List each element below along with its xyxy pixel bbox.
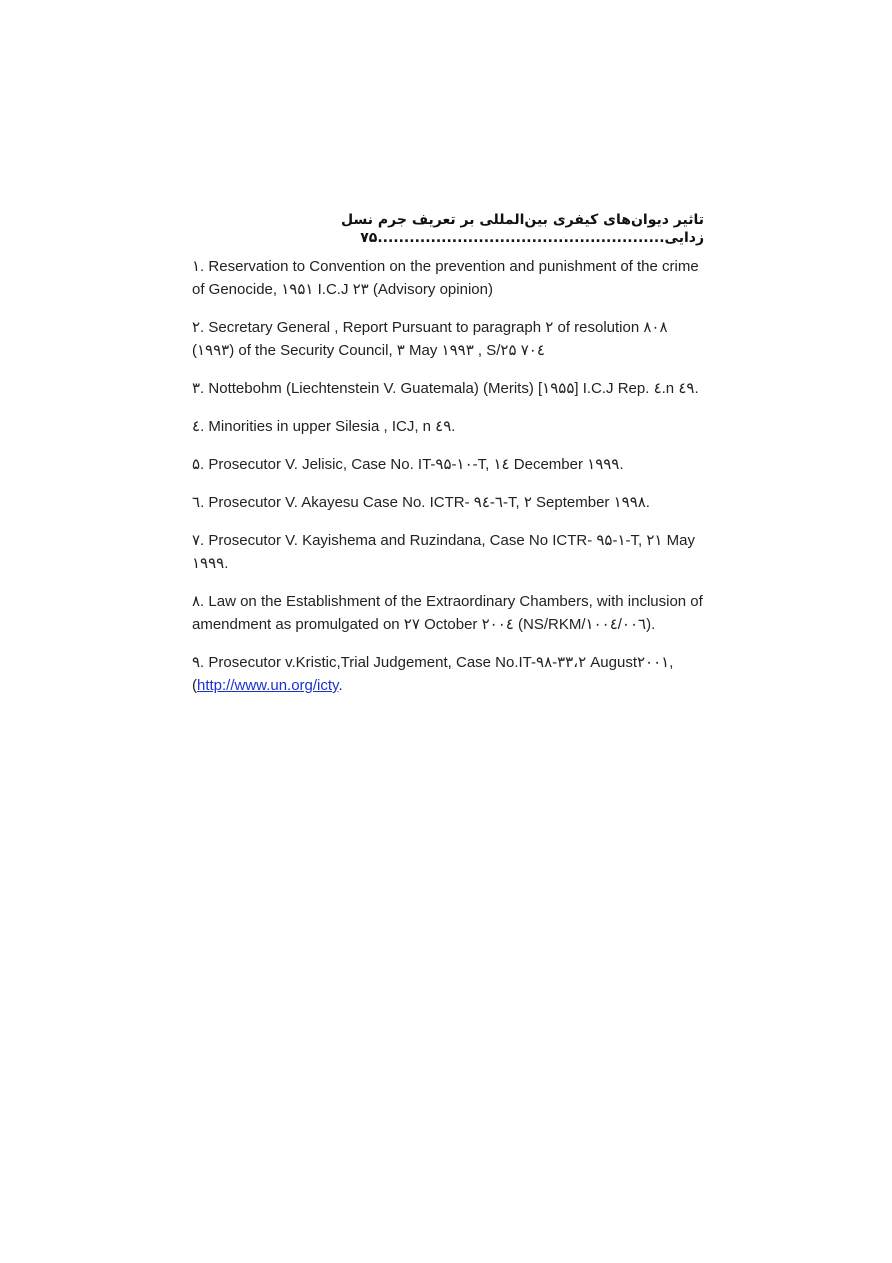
reference-number: ٦. xyxy=(192,494,205,511)
reference-text: Minorities in upper Silesia , ICJ, n ٤۹. xyxy=(204,418,456,435)
reference-number: ۹. xyxy=(192,654,205,671)
reference-item-5 xyxy=(192,453,704,476)
reference-text: Nottebohm (Liechtenstein V. Guatemala) (Merits) [۱۹۵۵] I.C.J Rep. ٤.n ٤۹. xyxy=(204,380,699,397)
reference-item-2 xyxy=(192,316,704,362)
reference-number: ۷. xyxy=(192,532,205,549)
reference-item-3 xyxy=(192,377,704,400)
reference-text: Secretary General , Report Pursuant to paragraph ۲ of resolution ۸۰۸ (۱۹۹۳) of the Security Council, ۳ May ۱۹۹۳ , S/۲۵ ۷۰٤ xyxy=(192,319,668,359)
reference-text: Reservation to Convention on the prevention and punishment of the crime of Genocide, ۱۹۵۱ I.C.J ۲۳ (Advisory opinion) xyxy=(192,258,699,298)
reference-number: ۳. xyxy=(192,380,205,397)
reference-text: Law on the Establishment of the Extraordinary Chambers, with inclusion of amendment as promulgated on ۲۷ October ۲۰۰٤ (NS/RKM/۱۰۰٤/۰۰٦). xyxy=(192,593,703,633)
reference-item-4 xyxy=(192,415,704,438)
reference-text: Prosecutor v.Kristic,Trial Judgement, Case No.IT-۹۸-۳۳،۲ August۲۰۰۱,( xyxy=(192,654,674,694)
reference-number: ۵. xyxy=(192,456,205,473)
icty-link[interactable]: http://www.un.org/icty xyxy=(197,677,339,694)
reference-item-7 xyxy=(192,529,704,575)
header-title-line2: زدایی......................................................۷۵ xyxy=(360,230,704,246)
header-title-line1: تاثیر دیوان‌های کیفری بین‌المللی بر تعریف جرم نسل xyxy=(341,212,704,228)
page-header xyxy=(192,211,704,247)
reference-item-8 xyxy=(192,590,704,636)
reference-text: Prosecutor V. Kayishema and Ruzindana, Case No ICTR- ۹۵-۱-T, ۲۱ May ۱۹۹۹. xyxy=(192,532,695,572)
reference-number: ۱. xyxy=(192,258,205,275)
reference-number: ٤. xyxy=(192,418,205,435)
reference-item-1 xyxy=(192,255,704,301)
reference-text: Prosecutor V. Akayesu Case No. ICTR- ۹٦-٤-T, ۲ September ۱۹۹۸. xyxy=(204,494,650,511)
reference-text: Prosecutor V. Jelisic, Case No. IT-۹۵-۱۰-T, ۱٤ December ۱۹۹۹. xyxy=(204,456,624,473)
reference-number: ۲. xyxy=(192,319,205,336)
reference-item-6 xyxy=(192,491,704,514)
reference-list xyxy=(192,255,704,712)
reference-text-after: . xyxy=(338,677,343,694)
reference-number: ۸. xyxy=(192,593,205,610)
reference-item-9 xyxy=(192,651,704,697)
